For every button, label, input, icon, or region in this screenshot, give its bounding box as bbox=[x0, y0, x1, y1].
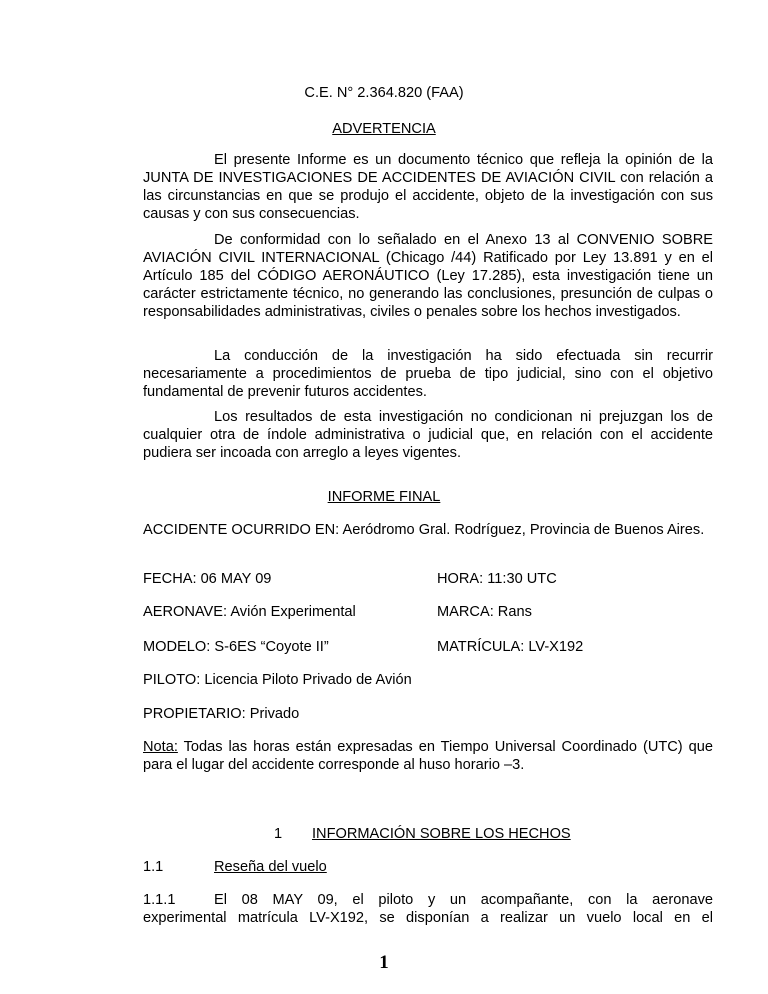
aircraft-field: AERONAVE: Avión Experimental bbox=[143, 604, 356, 620]
note-paragraph bbox=[143, 738, 713, 774]
owner-field: PROPIETARIO: Privado bbox=[143, 706, 300, 722]
advertencia-heading: ADVERTENCIA bbox=[332, 121, 436, 137]
item-first-line: El 08 MAY 09, el piloto y un acompañante, con la aeronave bbox=[214, 892, 713, 908]
subsection-title: Reseña del vuelo bbox=[214, 859, 327, 875]
advertencia-paragraph-2: De conformidad con lo señalado en el Anexo 13 al CONVENIO SOBRE AVIACIÓN CIVIL INTERNACIONAL (Chicago /44) Ratificado por Ley 13.891 y en el Artículo 185 del CÓDIGO AERONÁUTICO (Ley 17.285), esta investigación tiene un carácter estrictamente técnico, no generando las conclusiones, presunción de culpas o responsabilidades administrativas, civiles o penales sobre los hechos investigados. bbox=[143, 232, 713, 320]
accident-location: ACCIDENTE OCURRIDO EN: Aeródromo Gral. Rodríguez, Provincia de Buenos Aires. bbox=[143, 522, 705, 538]
section-number: 1 bbox=[274, 826, 283, 842]
item-second-line: experimental matrícula LV-X192, se disponían a realizar un vuelo local en el bbox=[143, 910, 713, 926]
date-field: FECHA: 06 MAY 09 bbox=[143, 571, 272, 587]
subsection-number: 1.1 bbox=[143, 859, 164, 875]
note-label: Nota: bbox=[143, 739, 178, 755]
make-field: MARCA: Rans bbox=[437, 604, 532, 620]
advertencia-paragraph-3: La conducción de la investigación ha sido efectuada sin recurrir necesariamente a procedimientos de prueba de tipo judicial, sino con el objetivo fundamental de prevenir futuros accidentes. bbox=[143, 348, 713, 400]
informe-final-heading: INFORME FINAL bbox=[327, 489, 441, 505]
time-field: HORA: 11:30 UTC bbox=[437, 571, 557, 587]
advertencia-paragraph-1: El presente Informe es un documento técnico que refleja la opinión de la JUNTA DE INVESTIGACIONES DE ACCIDENTES DE AVIACIÓN CIVIL con relación a las circunstancias en que se produjo el accidente, objeto de la investigación con sus causas y con sus consecuencias. bbox=[143, 152, 713, 222]
page-number: 1 bbox=[379, 952, 389, 973]
case-reference: C.E. N° 2.364.820 (FAA) bbox=[304, 85, 464, 101]
advertencia-paragraph-4: Los resultados de esta investigación no condicionan ni prejuzgan los de cualquier otra de índole administrativa o judicial que, en relación con el accidente pudiera ser incoada con arreglo a leyes vigentes. bbox=[143, 409, 713, 461]
registration-field: MATRÍCULA: LV-X192 bbox=[437, 639, 584, 655]
item-number: 1.1.1 bbox=[143, 892, 176, 908]
pilot-field: PILOTO: Licencia Piloto Privado de Avión bbox=[143, 672, 412, 688]
note-text: Todas las horas están expresadas en Tiempo Universal Coordinado (UTC) que para el lugar del accidente corresponde al huso horario –3. bbox=[143, 739, 713, 773]
section-title: INFORMACIÓN SOBRE LOS HECHOS bbox=[312, 826, 571, 842]
model-field: MODELO: S-6ES “Coyote II” bbox=[143, 639, 329, 655]
